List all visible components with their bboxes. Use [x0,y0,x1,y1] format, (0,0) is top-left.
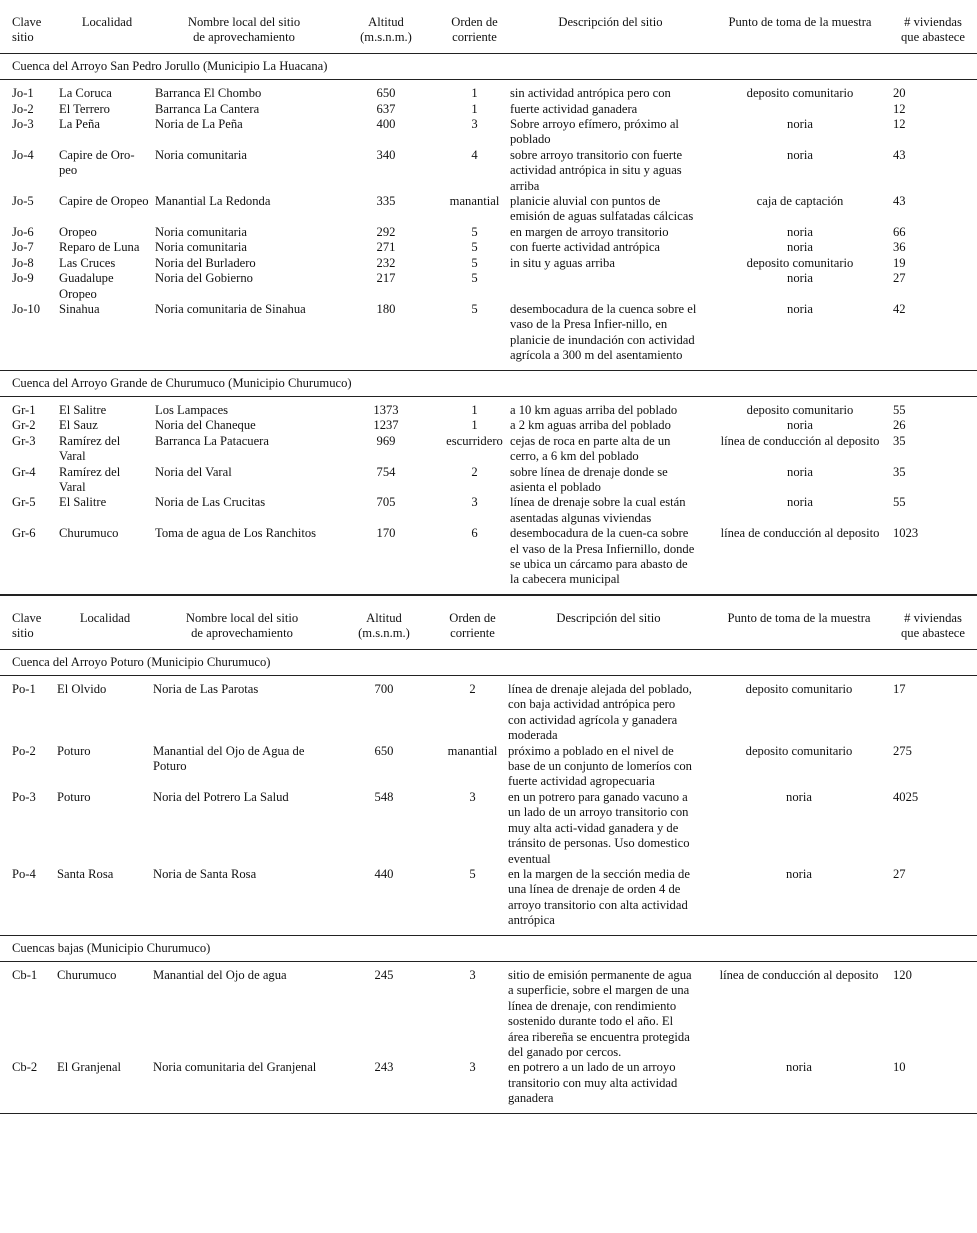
cell-orden-corriente: 5 [471,301,478,316]
cell-localidad: Poturo [57,789,91,804]
cell-nombre-local: Noria comunitaria del Granjenal [153,1060,317,1075]
cell-descripcion: en la margen de la sección media de una línea de drenaje de orden 4 de arroyo transitorio con alta actividad antrópica [508,866,690,928]
header-viviendas [889,595,977,649]
cell-altitud: 705 [376,495,396,510]
cell-orden-corriente: 3 [469,789,476,804]
table-row [0,744,977,790]
cell-clave-sitio: Po-3 [12,789,36,804]
header-viviendas [889,0,977,53]
table-row [0,418,977,433]
table-row [0,256,977,271]
table-row [0,225,977,240]
cell-punto-toma: noria [787,147,813,162]
cell-nombre-local: Noria comunitaria [155,147,247,162]
header-line: Nombre local del sitio [187,15,301,29]
cell-descripcion: en potrero a un lado de un arroyo transitorio con muy alta actividad ganadera [508,1060,678,1106]
cell-punto-toma: noria [786,866,812,881]
header-clave-sitio [0,0,59,53]
cell-viviendas: 66 [893,224,906,239]
cell-clave-sitio: Jo-6 [12,224,34,239]
cell-nombre-local: Noria de Santa Rosa [153,866,257,881]
header-line: # viviendas [904,15,962,29]
cell-localidad: El Salitre [59,495,107,510]
cell-localidad: Ramírez del Varal [59,433,121,464]
header-line: Localidad [81,15,133,29]
header-line: que abastece [901,30,965,45]
cell-viviendas: 17 [893,682,906,697]
header-line: (m.s.n.m.) [358,626,410,641]
cell-clave-sitio: Jo-8 [12,255,34,270]
cell-localidad: Ramírez del Varal [59,464,121,494]
section-end-row [0,1107,977,1114]
cell-punto-toma: noria [787,464,813,479]
cell-localidad: El Olvido [57,682,107,697]
cell-punto-toma: deposito comunitario [746,402,854,417]
cell-altitud: 245 [374,967,394,982]
cell-altitud: 400 [376,117,396,132]
header-line: Punto de toma de la muestra [728,15,872,29]
cell-viviendas: 55 [893,495,906,510]
header-line: sitio [12,626,34,641]
header-descripcion [510,0,711,53]
table-row [0,240,977,255]
cell-orden-corriente: 5 [471,240,478,255]
header-line: Descripción del sitio [556,610,661,625]
cell-clave-sitio: Jo-1 [12,86,34,101]
cell-orden-corriente: 3 [469,967,476,982]
cell-altitud: 969 [376,433,396,448]
cell-clave-sitio: Cb-1 [12,967,38,982]
cell-clave-sitio: Po-4 [12,866,36,881]
cell-punto-toma: deposito comunitario [746,86,854,101]
cell-punto-toma: deposito comunitario [746,255,854,270]
cell-orden-corriente: escurridero [446,433,503,448]
section-end-cell [0,588,977,595]
cell-localidad: El Granjenal [57,1060,121,1075]
header-line: sitio [12,30,34,45]
cell-orden-corriente: 5 [471,224,478,239]
header-line: Nombre local del sitio [185,610,299,625]
cell-clave-sitio: Jo-7 [12,240,34,255]
header-line: Localidad [79,610,131,625]
cell-nombre-local: Barranca El Chombo [155,86,262,101]
cell-punto-toma: línea de conducción al deposito [719,967,879,982]
cell-viviendas: 55 [893,402,906,417]
cell-clave-sitio: Jo-2 [12,101,34,116]
cell-nombre-local: Noria del Varal [155,464,232,479]
cell-altitud: 1373 [373,402,399,417]
cell-descripcion: en margen de arroyo transitorio [510,224,669,239]
cell-nombre-local: Toma de agua de Los Ranchitos [155,526,317,541]
cell-punto-toma: línea de conducción al deposito [720,526,880,541]
section-end-row [0,588,977,595]
cell-punto-toma: noria [787,117,813,132]
header-punto-toma [711,0,889,53]
header-line: corriente [450,626,495,641]
cell-localidad: Capire de Oropeo [59,194,149,209]
cell-localidad: La Peña [59,117,100,132]
cell-nombre-local: Noria del Burladero [155,255,256,270]
cell-clave-sitio: Gr-6 [12,526,36,541]
cell-viviendas: 10 [893,1060,906,1075]
cell-descripcion: Sobre arroyo efímero, próximo al poblado [510,117,679,147]
cell-viviendas: 12 [893,117,906,132]
header-line: (m.s.n.m.) [360,30,412,45]
header-clave-sitio [0,595,57,649]
header-line: Altitud [366,610,402,625]
cell-descripcion: desembocadura de la cuenca sobre el vaso de la Presa Infier-nillo, en planicie de inundación con actividad agrícola a 300 m del asentamiento [510,301,697,363]
cell-descripcion: sobre arroyo transitorio con fuerte actividad antrópica in situ y aguas arriba [510,147,683,193]
cell-punto-toma: noria [786,789,812,804]
cell-altitud: 548 [374,789,394,804]
cell-descripcion: línea de drenaje alejada del poblado, con baja actividad antrópica pero con actividad agrícola y ganadera moderada [508,682,692,743]
data-table-1 [0,0,977,595]
header-altitud [331,595,437,649]
header-line: Clave [12,610,42,625]
cell-descripcion: a 2 km aguas arriba del poblado [510,418,671,433]
cell-localidad: Oropeo [59,224,97,239]
cell-orden-corriente: 1 [471,418,478,433]
header-nombre-local [155,0,333,53]
table-row [0,117,977,148]
cell-clave-sitio: Gr-4 [12,464,36,479]
cell-localidad: El Salitre [59,402,107,417]
cell-punto-toma: deposito comunitario [745,743,853,758]
cell-descripcion: próximo a poblado en el nivel de base de un conjunto de lomeríos con fuerte actividad agropecuaria [508,743,692,789]
cell-clave-sitio: Po-1 [12,682,36,697]
table-row [0,1060,977,1106]
cell-localidad: Churumuco [57,967,117,982]
header-orden-corriente [439,0,510,53]
cell-clave-sitio: Gr-1 [12,402,36,417]
cell-viviendas: 36 [893,240,906,255]
cell-descripcion: línea de drenaje sobre la cual están asentadas algunas viviendas [510,495,686,525]
header-line: que abastece [901,626,965,641]
cell-descripcion: sin actividad antrópica pero con [510,86,671,101]
cell-nombre-local: Noria del Gobierno [155,271,253,286]
cell-localidad: Santa Rosa [57,866,114,881]
header-altitud [333,0,439,53]
cell-viviendas: 27 [893,271,906,286]
cell-localidad: Guadalupe Oropeo [59,271,114,301]
header-descripcion [508,595,709,649]
header-orden-corriente [437,595,508,649]
cell-altitud: 650 [376,86,396,101]
cell-viviendas: 35 [893,464,906,479]
cell-orden-corriente: 3 [471,117,478,132]
cell-punto-toma: deposito comunitario [745,682,853,697]
header-line: Altitud [368,15,404,29]
cell-orden-corriente: 1 [471,86,478,101]
cell-clave-sitio: Jo-4 [12,147,34,162]
cell-altitud: 217 [376,271,396,286]
cell-orden-corriente: 3 [471,495,478,510]
cell-punto-toma: noria [787,224,813,239]
cell-viviendas: 1023 [893,526,919,541]
cell-altitud: 292 [376,224,396,239]
table-row [0,495,977,526]
cell-altitud: 232 [376,255,396,270]
cell-localidad: Sinahua [59,301,100,316]
cell-localidad: El Terrero [59,101,110,116]
cell-orden-corriente: 2 [471,464,478,479]
cell-localidad: Reparo de Luna [59,240,140,255]
cell-altitud: 754 [376,464,396,479]
header-line: corriente [452,30,497,45]
cell-orden-corriente: 5 [471,271,478,286]
cell-nombre-local: Noria de La Peña [155,117,243,132]
cell-punto-toma: línea de conducción al deposito [720,433,880,448]
header-line: # viviendas [904,610,962,625]
cell-clave-sitio: Gr-3 [12,433,36,448]
header-line: Orden de [449,610,496,625]
cell-clave-sitio: Gr-5 [12,495,36,510]
cell-viviendas: 43 [893,147,906,162]
table-row [0,867,977,929]
cell-orden-corriente: 3 [469,1060,476,1075]
header-localidad [59,0,155,53]
cell-clave-sitio: Jo-3 [12,117,34,132]
cell-nombre-local: Barranca La Patacuera [155,433,269,448]
cell-orden-corriente: 4 [471,147,478,162]
table-row [0,86,977,101]
cell-descripcion [510,271,711,302]
cell-viviendas: 12 [893,101,906,116]
cell-viviendas: 35 [893,433,906,448]
data-table-2 [0,595,977,1114]
header-line: Punto de toma de la muestra [727,610,871,625]
table-1-body [0,0,977,594]
cell-viviendas: 4025 [893,789,919,804]
cell-punto-toma: noria [787,240,813,255]
cell-descripcion: planicie aluvial con puntos de emisión de aguas sulfatadas cálcicas [510,194,694,224]
cell-viviendas: 120 [893,967,912,982]
table-row [0,682,977,744]
cell-altitud: 700 [374,682,394,697]
cell-descripcion: en un potrero para ganado vacuno a un lado de un arroyo transitorio con muy alta acti-vidad ganadera y de tránsito de personas. Uso domestico eventual [508,789,690,866]
table-row [0,403,977,418]
cell-localidad: Churumuco [59,526,119,541]
cell-clave-sitio: Jo-9 [12,271,34,286]
cell-clave-sitio: Jo-5 [12,194,34,209]
cell-viviendas: 19 [893,255,906,270]
table-row [0,434,977,465]
cell-clave-sitio: Cb-2 [12,1060,38,1075]
cell-descripcion: cejas de roca en parte alta de un cerro, a 6 km del poblado [510,433,671,464]
header-row [0,595,977,649]
cell-punto-toma: noria [786,1060,812,1075]
cell-punto-toma: noria [787,301,813,316]
cell-orden-corriente: 6 [471,526,478,541]
header-line: Orden de [451,15,498,29]
cell-descripcion: sobre línea de drenaje donde se asienta el poblado [510,464,668,494]
cell-descripcion: con fuerte actividad antrópica [510,240,660,255]
section-title: Cuenca del Arroyo Grande de Churumuco (Municipio Churumuco) [0,370,977,396]
cell-viviendas: 20 [893,86,906,101]
cell-orden-corriente: 1 [471,402,478,417]
cell-localidad: El Sauz [59,418,98,433]
cell-descripcion: desembocadura de la cuen-ca sobre el vaso de la Presa Infiernillo, donde se ubica un cárcamo para abasto de la cabecera municipal [510,526,695,587]
table-row [0,968,977,1060]
cell-orden-corriente: 5 [471,255,478,270]
header-localidad [57,595,153,649]
header-punto-toma [709,595,889,649]
section-title: Cuencas bajas (Municipio Churumuco) [0,935,977,961]
table-row [0,271,977,302]
cell-altitud: 440 [374,866,394,881]
section-title-row [0,935,977,961]
cell-nombre-local: Noria del Chaneque [155,418,256,433]
cell-orden-corriente: manantial [447,743,498,758]
table-row [0,465,977,496]
cell-punto-toma: noria [787,418,813,433]
cell-altitud: 340 [376,147,396,162]
section-end-cell [0,1107,977,1114]
cell-descripcion: fuerte actividad ganadera [510,101,638,116]
cell-descripcion: sitio de emisión permanente de agua a superficie, sobre el margen de una línea de drenaje, con rendimiento sostenido durante todo el año. El área ribereña se encuentra protegida del ganado por cercos. [508,967,692,1059]
cell-localidad: Poturo [57,743,91,758]
cell-viviendas: 27 [893,866,906,881]
cell-punto-toma: caja de captación [756,194,844,209]
cell-altitud: 1237 [373,418,399,433]
cell-descripcion: a 10 km aguas arriba del poblado [510,402,678,417]
cell-altitud: 650 [374,743,394,758]
cell-localidad: Las Cruces [59,255,116,270]
header-line: de aprovechamiento [193,30,295,45]
cell-nombre-local: Noria comunitaria [155,224,247,239]
cell-clave-sitio: Gr-2 [12,418,36,433]
cell-nombre-local: Noria comunitaria [155,240,247,255]
header-line: de aprovechamiento [191,626,293,641]
table-row [0,526,977,588]
cell-punto-toma [711,102,889,117]
table-row [0,302,977,364]
header-row [0,0,977,53]
cell-orden-corriente: manantial [449,194,500,209]
cell-nombre-local: Barranca La Cantera [155,101,260,116]
cell-nombre-local: Manantial del Ojo de agua [153,967,287,982]
section-title: Cuenca del Arroyo San Pedro Jorullo (Municipio La Huacana) [0,53,977,79]
cell-punto-toma: noria [787,495,813,510]
cell-altitud: 271 [376,240,396,255]
header-line: Clave [12,15,42,29]
cell-orden-corriente: 5 [469,866,476,881]
cell-altitud: 243 [374,1060,394,1075]
cell-altitud: 170 [376,526,396,541]
table-2-body [0,595,977,1113]
cell-nombre-local: Noria de Las Crucitas [155,495,266,510]
cell-clave-sitio: Po-2 [12,743,36,758]
section-title: Cuenca del Arroyo Poturo (Municipio Churumuco) [0,649,977,675]
section-title-row [0,649,977,675]
cell-nombre-local: Manantial La Redonda [155,194,271,209]
cell-viviendas: 43 [893,194,906,209]
cell-clave-sitio: Jo-10 [12,301,40,316]
cell-punto-toma: noria [787,271,813,286]
cell-localidad: La Coruca [59,86,112,101]
cell-nombre-local: Manantial del Ojo de Agua de Poturo [153,743,305,774]
cell-viviendas: 26 [893,418,906,433]
cell-nombre-local: Noria del Potrero La Salud [153,789,289,804]
table-row [0,194,977,225]
cell-viviendas: 275 [893,743,912,758]
cell-nombre-local: Los Lampaces [155,402,229,417]
table-row [0,148,977,194]
cell-altitud: 637 [376,101,396,116]
cell-descripcion: in situ y aguas arriba [510,255,615,270]
cell-orden-corriente: 2 [469,682,476,697]
cell-localidad: Capire de Oro-peo [59,147,135,178]
header-nombre-local [153,595,331,649]
section-title-row [0,370,977,396]
cell-nombre-local: Noria comunitaria de Sinahua [155,301,306,316]
cell-altitud: 180 [376,301,396,316]
table-row [0,790,977,867]
cell-orden-corriente: 1 [471,101,478,116]
header-line: Descripción del sitio [558,15,663,29]
table-row [0,102,977,117]
cell-nombre-local: Noria de Las Parotas [153,682,259,697]
cell-altitud: 335 [376,194,396,209]
cell-viviendas: 42 [893,301,906,316]
section-title-row [0,53,977,79]
